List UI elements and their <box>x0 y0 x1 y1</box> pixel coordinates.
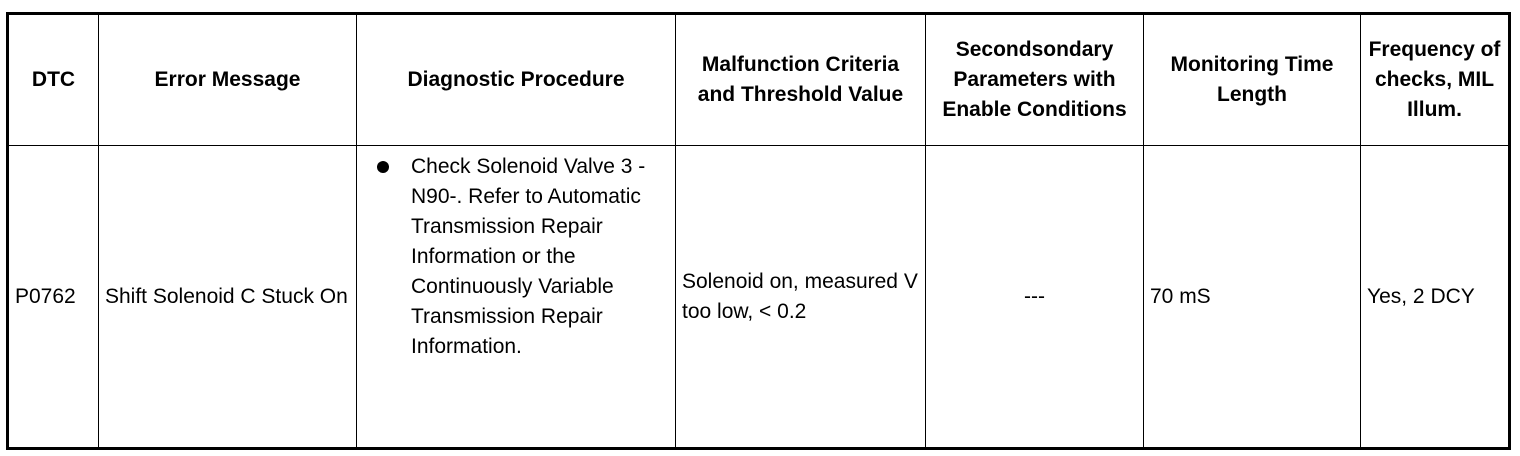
header-row <box>8 14 1510 146</box>
header-malfunction-criteria: Malfunction Criteria and Threshold Value <box>676 14 926 146</box>
table-row <box>8 146 1510 449</box>
header-diagnostic-procedure: Diagnostic Procedure <box>357 14 676 146</box>
procedure-list <box>375 152 669 362</box>
header-monitoring-time: Monitoring Time Length <box>1144 14 1361 146</box>
procedure-text: Check Solenoid Valve 3 -N90-. Refer to Automatic Transmission Repair Information or the Continuously Variable Transmission Repair Information. <box>411 155 646 358</box>
cell-monitoring-time: 70 mS <box>1144 146 1361 449</box>
dtc-table <box>6 12 1511 450</box>
header-dtc: DTC <box>8 14 99 146</box>
cell-secondary-parameters: --- <box>926 146 1144 449</box>
bullet-icon <box>377 161 389 173</box>
cell-dtc: P0762 <box>8 146 99 449</box>
header-frequency: Frequency of checks, MIL Illum. <box>1361 14 1510 146</box>
cell-frequency: Yes, 2 DCY <box>1361 146 1510 449</box>
cell-malfunction-criteria: Solenoid on, measured V too low, < 0.2 <box>676 146 926 449</box>
header-error-message: Error Message <box>99 14 357 146</box>
cell-error-message: Shift Solenoid C Stuck On <box>99 146 357 449</box>
header-secondary-parameters: Secondsondary Parameters with Enable Conditions <box>926 14 1144 146</box>
list-item <box>411 152 669 362</box>
cell-diagnostic-procedure <box>357 146 676 449</box>
